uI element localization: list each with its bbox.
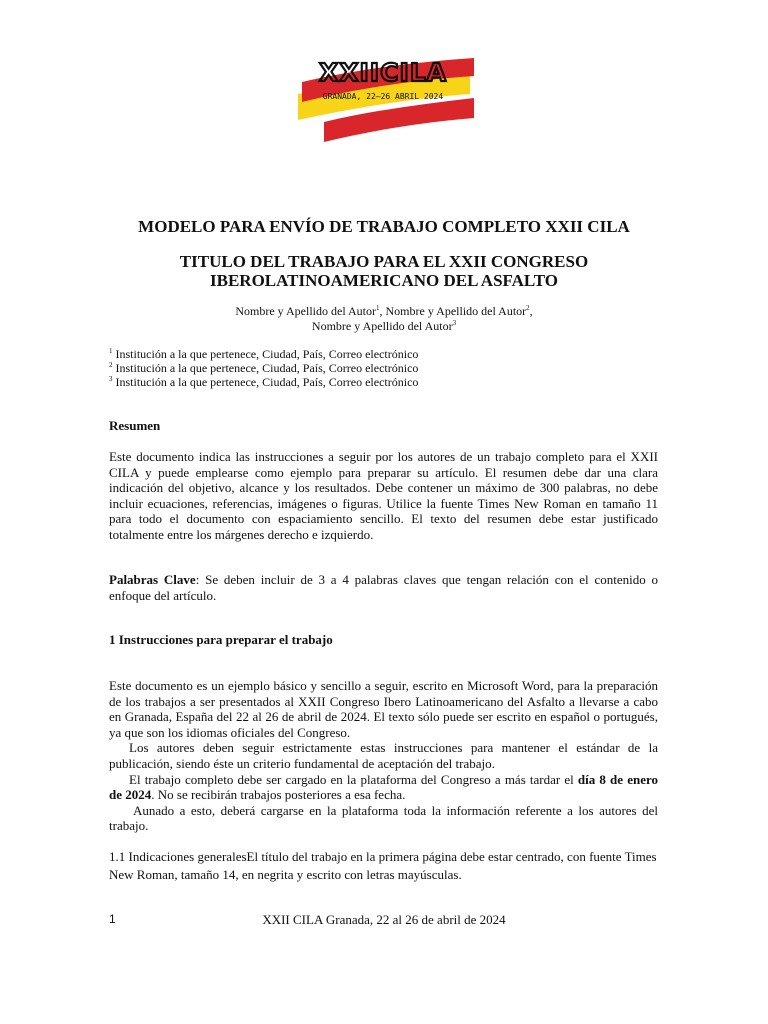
affiliation-1: $^1$ Institución a la que pertenece, Ciudad, País, Correo electrónico [109,347,419,361]
congress-logo [284,18,482,156]
abstract-heading: Resumen [109,418,161,433]
section-1-heading: 1 Instrucciones para preparar el trabajo [109,632,333,647]
deadline-date: día 8 de enero de 2024 [109,771,658,803]
affiliations [109,347,418,389]
paper-title-line1: TITULO DEL TRABAJO PARA EL XXII CONGRESO [179,252,589,271]
paragraph-4: Aunado a esto, deberá cargarse en la plataforma toda la información referente a los autores del trabajo. [109,802,658,834]
document-title: MODELO PARA ENVÍO DE TRABAJO COMPLETO XXII CILA [138,217,630,236]
paper-title-line2: IBEROLATINOAMERICANO DEL ASFALTO [210,271,558,290]
paper-title [0,252,768,290]
section-1-1: 1.1 Indicaciones generalesEl título del trabajo en la primera página debe estar centrado, con fuente Times New Roman, tamaño 14, en negrita y escrito con letras mayúsculas. [109,849,657,882]
logo-subtitle: GRANADA, 22–26 ABRIL 2024 [322,92,444,101]
paragraph-3: El trabajo completo debe ser cargado en la plataforma del Congreso a más tardar el día 8 de enero de 2024. No se recibirán trabajos posteriores a esa fecha. [109,771,658,803]
page-number: 1 [109,912,116,926]
section-1-body [109,678,658,834]
paragraph-2: Los autores deben seguir estrictamente estas instrucciones para mantener el estándar de la publicación, siendo éste un criterio fundamental de aceptación del trabajo. [109,740,658,771]
logo-graphic [284,18,482,156]
author-2: Nombre y Apellido del Autor [385,304,527,318]
author-1: Nombre y Apellido del Autor [235,304,376,318]
logo-wordmark: XXIICILA [318,58,448,87]
keywords-text: : Se deben incluir de 3 a 4 palabras claves que tengan relación con el contenido o enfoque del artículo. [109,572,658,603]
keywords-label: Palabras Clave [109,572,196,587]
affiliation-2: $^2$ Institución a la que pertenece, Ciudad, País, Correo electrónico [109,361,419,375]
paragraph-1: Este documento es un ejemplo básico y sencillo a seguir, escrito en Microsoft Word, para la preparación de los trabajos a ser presentados al XXII Congreso Ibero Latinoamericano del Asfalto a llevarse a cabo en Granada, España del 22 al 26 de abril de 2024. El texto sólo puede ser escrito en español o portugués, ya que son los idiomas oficiales del Congreso. [109,678,658,740]
authors-block: Nombre y Apellido del Autor$^1$, Nombre y Apellido del Autor$^2$, Nombre y Apellido del Autor$^3$ [235,304,533,333]
abstract-text: Este documento indica las instrucciones a seguir por los autores de un trabajo completo para el XXII CILA y puede emplearse como ejemplo para preparar su artículo. El resumen debe dar una clara indicación del objetivo, alcance y los resultados. Debe contener un máximo de 300 palabras, no debe incluir ecuaciones, referencias, imágenes o figuras. Utilice la fuente Times New Roman en tamaño 11 para todo el documento con espaciamiento sencillo. El texto del resumen debe estar justificado totalmente entre los márgenes derecho e izquierdo. [109,449,658,542]
keywords [109,572,658,603]
footer-text: XXII CILA Granada, 22 al 26 de abril de 2024 [262,912,506,927]
author-3: Nombre y Apellido del Autor [311,319,453,333]
affiliation-3: $^3$ Institución a la que pertenece, Ciudad, País, Correo electrónico [109,375,419,389]
